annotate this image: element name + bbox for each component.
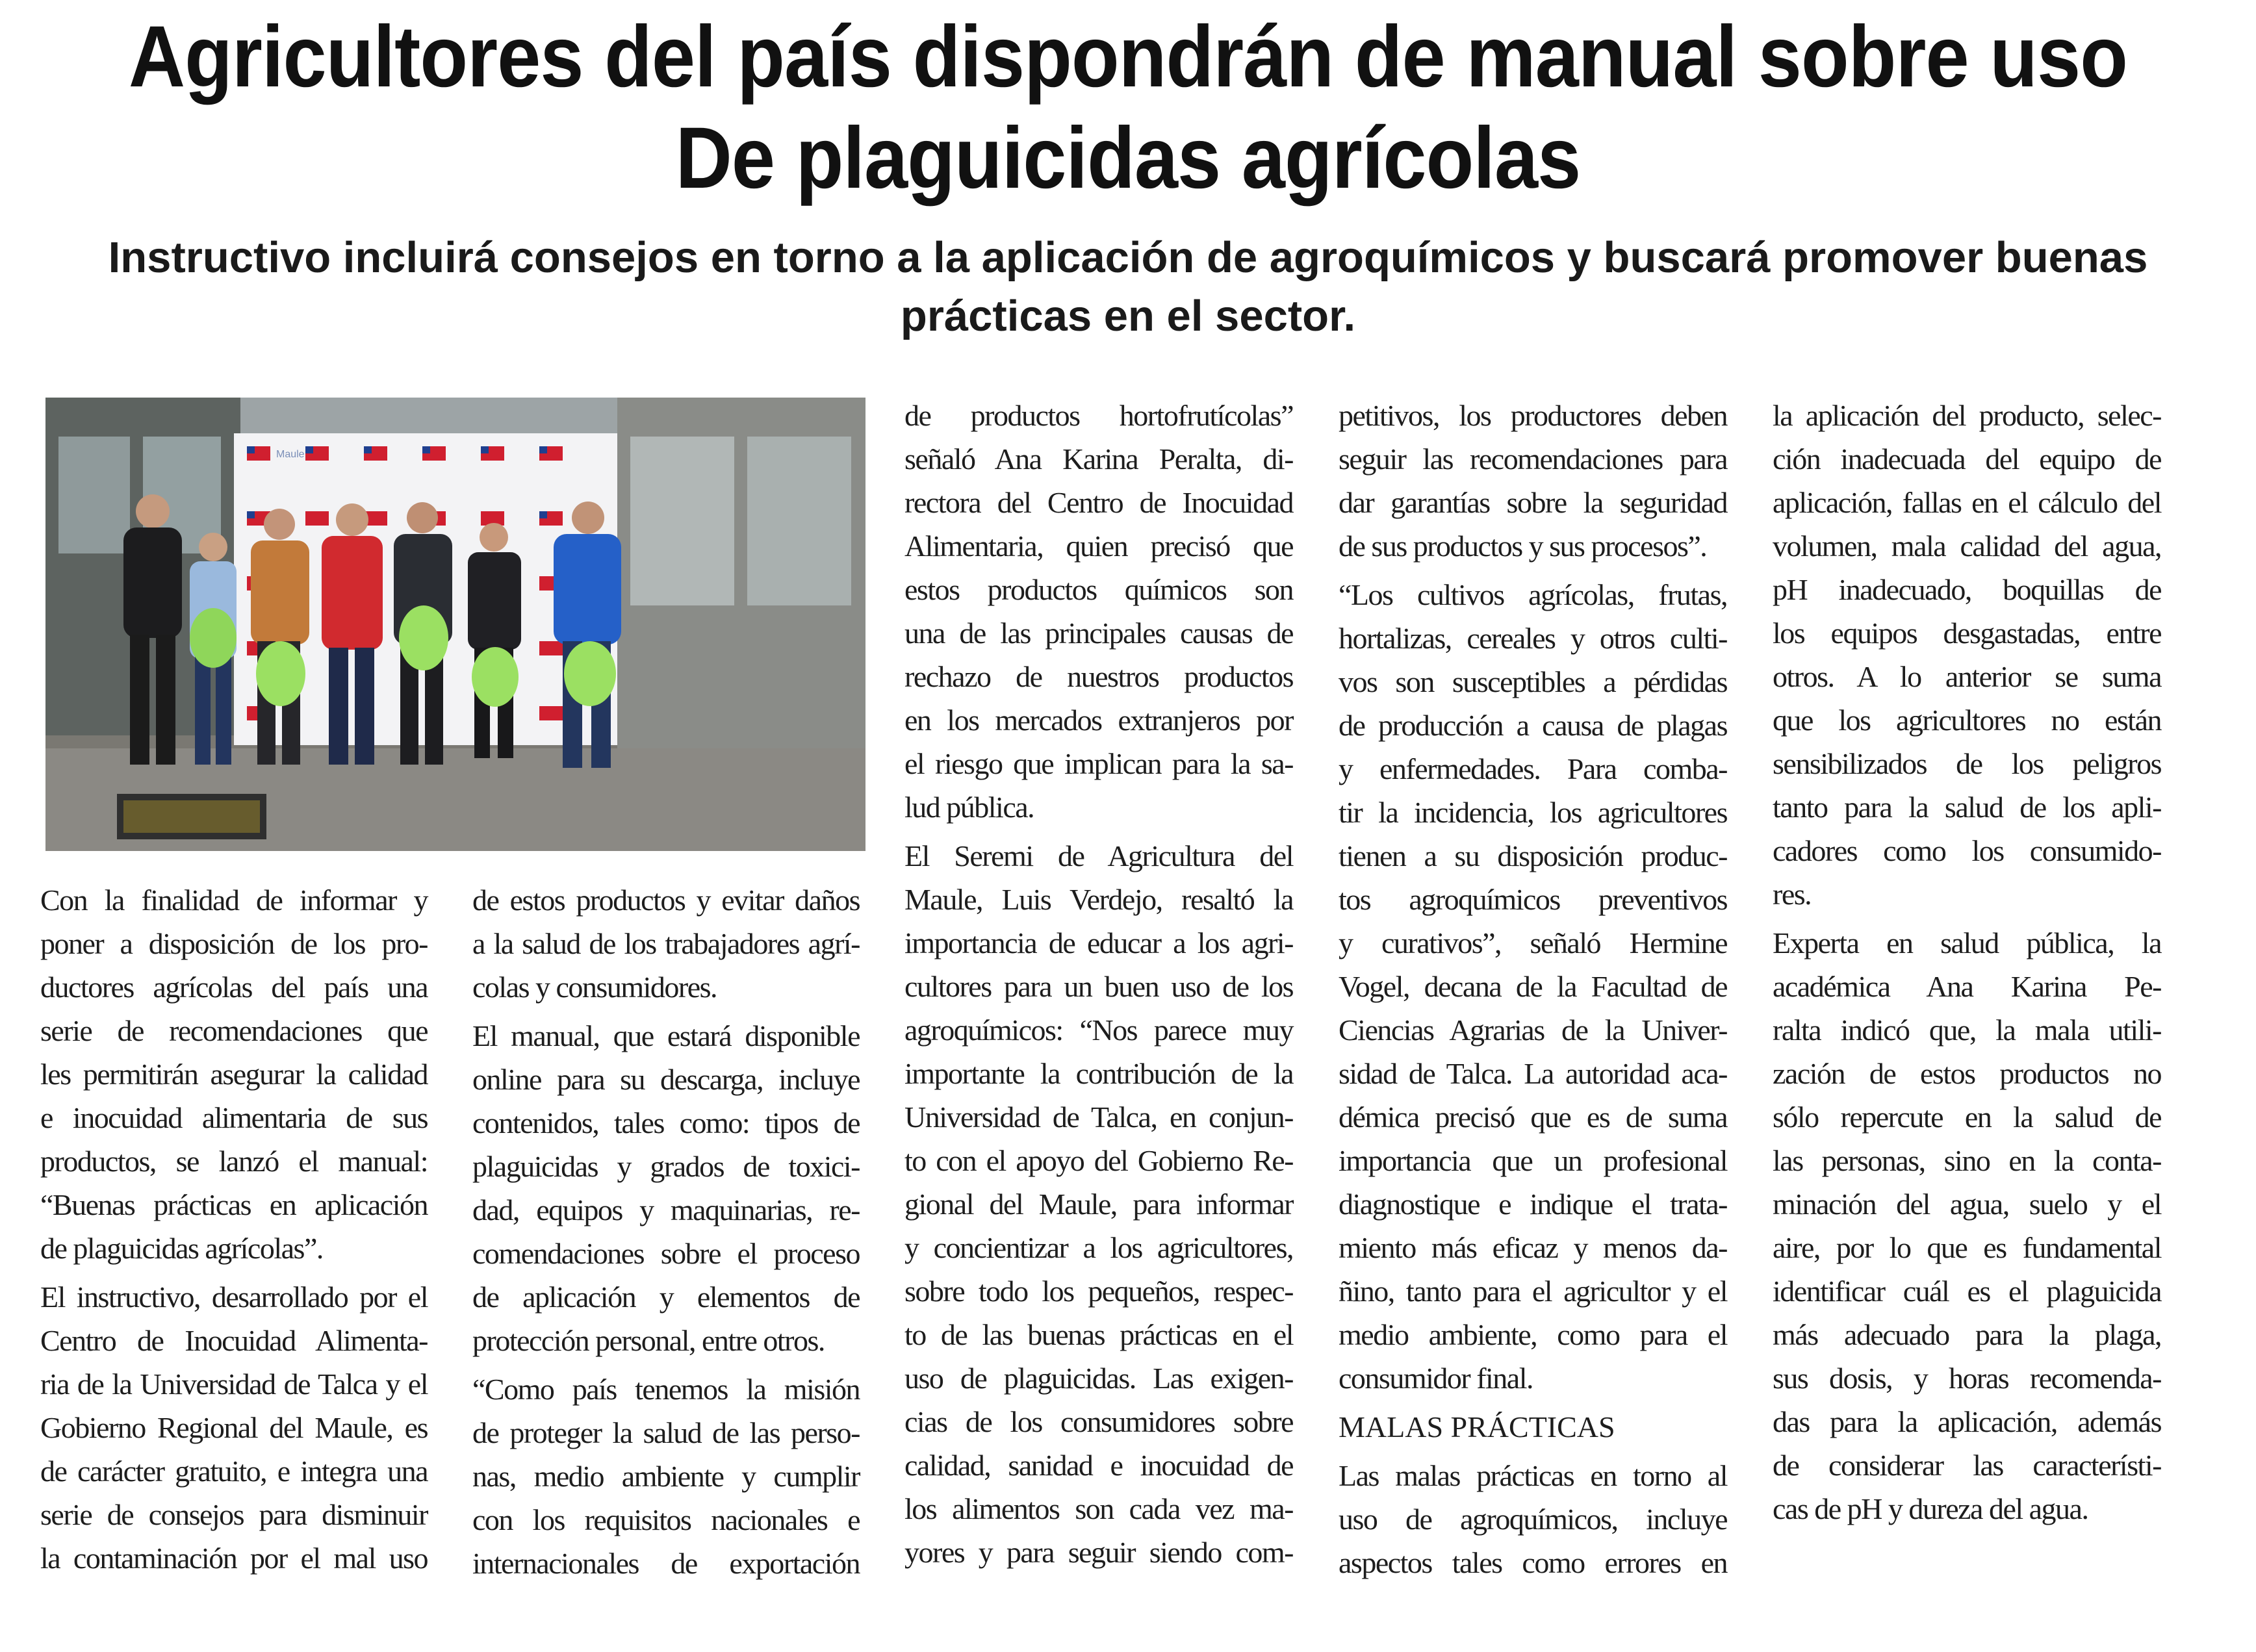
text-line: res. [1773, 878, 1812, 911]
text-line: protección personal, entre otros. [472, 1324, 825, 1357]
text-line: ria de la Universidad de Talca y el [40, 1367, 428, 1401]
subtitle-line-2: prácticas en el sector. [900, 292, 1356, 340]
text-line: tanto para la salud de los apli- [1773, 791, 2161, 824]
text-line: sus dosis, y horas recomenda- [1773, 1362, 2161, 1395]
text-line: otros. A lo anterior se suma [1773, 660, 2161, 693]
text-line: serie de recomendaciones que [40, 1014, 428, 1047]
text-line: que los agricultores no están [1773, 704, 2161, 737]
text-line: y enfermedades. Para comba- [1339, 752, 1727, 785]
text-line: pH inadecuado, boquillas de [1773, 573, 2161, 606]
text-line: colas y consumidores. [472, 971, 717, 1004]
text-line: en los mercados extranjeros por [904, 704, 1293, 737]
article-column-5 [1773, 394, 2161, 1531]
text-line: de proteger la salud de las perso- [472, 1416, 860, 1449]
text-line: seguir las recomendaciones para [1339, 442, 1727, 476]
text-line: Las malas prácticas en torno al [1339, 1459, 1727, 1492]
text-line: agroquímicos: “Nos parece muy [904, 1013, 1293, 1047]
text-line: poner a disposición de los pro- [40, 927, 428, 960]
text-line: y curativos”, señaló Hermine [1339, 926, 1727, 959]
backdrop-logo-text: Maule [276, 449, 305, 460]
text-line: zación de estos productos no [1773, 1057, 2161, 1090]
text-line: cadores como los consumido- [1773, 834, 2161, 867]
text-line: uso de plaguicidas. Las exigen- [904, 1362, 1293, 1395]
text-line: minación del agua, suelo y el [1773, 1188, 2161, 1221]
text-line: sensibilizados de los peligros [1773, 747, 2161, 780]
text-line: gional del Maule, para informar [904, 1188, 1293, 1221]
text-line: aplicación, fallas en el cálculo del [1773, 486, 2161, 519]
text-line: plaguicidas y grados de toxici- [472, 1150, 860, 1183]
text-line: dad, equipos y maquinarias, re- [472, 1193, 860, 1226]
text-line: el riesgo que implican para la sa- [904, 747, 1293, 780]
text-line: uso de agroquímicos, incluye [1339, 1503, 1727, 1536]
text-line: cias de los consumidores sobre [904, 1405, 1293, 1438]
subtitle [39, 229, 2217, 346]
paragraph-gap [904, 829, 1293, 834]
headline-line-1: Agricultores del país dispondrán de manual sobre uso [128, 8, 2128, 105]
text-line: consumidor final. [1339, 1362, 1533, 1395]
paragraph-gap [1339, 568, 1727, 573]
text-line: sobre todo los pequeños, respec- [904, 1275, 1293, 1308]
text-line: los equipos desgastadas, entre [1773, 616, 2161, 650]
text-line: ción inadecuada del equipo de [1773, 442, 2161, 476]
text-line: ductores agrícolas del país una [40, 971, 428, 1004]
article-column-3 [904, 394, 1293, 1574]
text-line: productos, se lanzó el manual: [40, 1145, 428, 1178]
text-line: comendaciones sobre el proceso [472, 1237, 860, 1270]
text-line: tir la incidencia, los agricultores [1339, 796, 1727, 829]
text-line: Alimentaria, quien precisó que [904, 529, 1293, 563]
text-line: yores y para seguir siendo com- [904, 1536, 1293, 1569]
text-line: de aplicación y elementos de [472, 1280, 860, 1314]
text-line: cas de pH y dureza del agua. [1773, 1492, 2088, 1525]
text-line: e inocuidad alimentaria de sus [40, 1101, 428, 1134]
text-line: cultores para un buen uso de los [904, 970, 1293, 1003]
news-photo [45, 398, 865, 851]
text-line: “Como país tenemos la misión [472, 1373, 860, 1406]
text-line: con los requisitos nacionales e [472, 1503, 860, 1536]
text-line: volumen, mala calidad del agua, [1773, 529, 2161, 563]
paragraph-gap [1339, 1449, 1727, 1454]
text-line: de considerar las característi- [1773, 1449, 2161, 1482]
text-line: de carácter gratuito, e integra una [40, 1455, 428, 1488]
text-line: identificar cuál es el plaguicida [1773, 1275, 2161, 1308]
text-line: contenidos, tales como: tipos de [472, 1106, 860, 1139]
text-line: Maule, Luis Verdejo, resaltó la [904, 883, 1293, 916]
text-line: tos agroquímicos preventivos [1339, 883, 1727, 916]
text-line: Ciencias Agrarias de la Univer- [1339, 1013, 1727, 1047]
text-line: más adecuado para la plaga, [1773, 1318, 2161, 1351]
article-column-4 [1339, 394, 1727, 1584]
text-line: una de las principales causas de [904, 616, 1293, 650]
text-line: de producción a causa de plagas [1339, 709, 1727, 742]
text-line: de plaguicidas agrícolas”. [40, 1232, 323, 1265]
paragraph-gap [472, 1009, 860, 1014]
text-line: vos son susceptibles a pérdidas [1339, 665, 1727, 698]
text-line: sidad de Talca. La autoridad aca- [1339, 1057, 1727, 1090]
text-line: miento más eficaz y menos da- [1339, 1231, 1727, 1264]
text-line: medio ambiente, como para el [1339, 1318, 1727, 1351]
text-line: démica precisó que es de suma [1339, 1100, 1727, 1134]
text-line: tienen a su disposición produc- [1339, 839, 1727, 872]
text-line: importante la contribución de la [904, 1057, 1293, 1090]
text-line: las personas, sino en la conta- [1773, 1144, 2161, 1177]
text-line: de estos productos y evitar daños [472, 883, 860, 917]
text-line: “Los cultivos agrícolas, frutas, [1339, 578, 1727, 611]
text-line: sólo repercute en la salud de [1773, 1100, 2161, 1134]
text-line: y concientizar a los agricultores, [904, 1231, 1293, 1264]
text-line: importancia que un profesional [1339, 1144, 1727, 1177]
text-line: estos productos químicos son [904, 573, 1293, 606]
text-line: El manual, que estará disponible [472, 1019, 860, 1052]
text-line: to con el apoyo del Gobierno Re- [904, 1144, 1293, 1177]
text-line: rectora del Centro de Inocuidad [904, 486, 1293, 519]
text-line: das para la aplicación, además [1773, 1405, 2161, 1438]
text-line: petitivos, los productores deben [1339, 399, 1727, 432]
text-line: ralta indicó que, la mala utili- [1773, 1013, 2161, 1047]
headline-line-2: De plaguicidas agrícolas [675, 110, 1581, 207]
text-line: de sus productos y sus procesos”. [1339, 529, 1707, 563]
text-line: calidad, sanidad e inocuidad de [904, 1449, 1293, 1482]
paragraph-gap [1773, 916, 2161, 921]
text-line: académica Ana Karina Pe- [1773, 970, 2161, 1003]
article-column-2 [472, 878, 860, 1585]
text-line: Con la finalidad de informar y [40, 883, 428, 917]
text-line: lud pública. [904, 791, 1034, 824]
subtitle-line-1: Instructivo incluirá consejos en torno a la aplicación de agroquímicos y buscará promover buenas [108, 233, 2148, 282]
text-line: Vogel, decana de la Facultad de [1339, 970, 1727, 1003]
paragraph-gap [1339, 1400, 1727, 1405]
paragraph-gap [40, 1270, 428, 1275]
section-heading: MALAS PRÁCTICAS [1339, 1410, 1615, 1443]
text-line: diagnostique e indique el trata- [1339, 1188, 1727, 1221]
paragraph-gap [472, 1362, 860, 1367]
text-line: Universidad de Talca, en conjun- [904, 1100, 1293, 1134]
text-line: rechazo de nuestros productos [904, 660, 1293, 693]
text-line: to de las buenas prácticas en el [904, 1318, 1293, 1351]
text-line: a la salud de los trabajadores agrí- [472, 927, 860, 960]
text-line: aspectos tales como errores en [1339, 1546, 1727, 1579]
text-line: de productos hortofrutícolas” [904, 399, 1293, 432]
text-line: señaló Ana Karina Peralta, di- [904, 442, 1293, 476]
text-line: la contaminación por el mal uso [40, 1542, 428, 1575]
text-line: ñino, tanto para el agricultor y el [1339, 1275, 1727, 1308]
text-line: dar garantías sobre la seguridad [1339, 486, 1727, 519]
text-line: Centro de Inocuidad Alimenta- [40, 1324, 428, 1357]
news-photo-illustration [45, 398, 865, 851]
text-line: internacionales de exportación [472, 1547, 860, 1580]
text-line: El instructivo, desarrollado por el [40, 1280, 428, 1314]
text-line: serie de consejos para disminuir [40, 1498, 428, 1531]
article-column-1 [40, 878, 428, 1580]
text-line: “Buenas prácticas en aplicación [40, 1188, 428, 1221]
text-line: los alimentos son cada vez ma- [904, 1492, 1293, 1525]
text-line: hortalizas, cereales y otros culti- [1339, 622, 1727, 655]
text-line: aire, por lo que es fundamental [1773, 1231, 2161, 1264]
text-line: les permitirán asegurar la calidad [40, 1058, 428, 1091]
text-line: online para su descarga, incluye [472, 1063, 860, 1096]
text-line: importancia de educar a los agri- [904, 926, 1293, 959]
headline [113, 6, 2144, 209]
text-line: la aplicación del producto, selec- [1773, 399, 2161, 432]
text-line: nas, medio ambiente y cumplir [472, 1460, 860, 1493]
text-line: El Seremi de Agricultura del [904, 839, 1293, 872]
text-line: Experta en salud pública, la [1773, 926, 2161, 959]
text-line: Gobierno Regional del Maule, es [40, 1411, 428, 1444]
